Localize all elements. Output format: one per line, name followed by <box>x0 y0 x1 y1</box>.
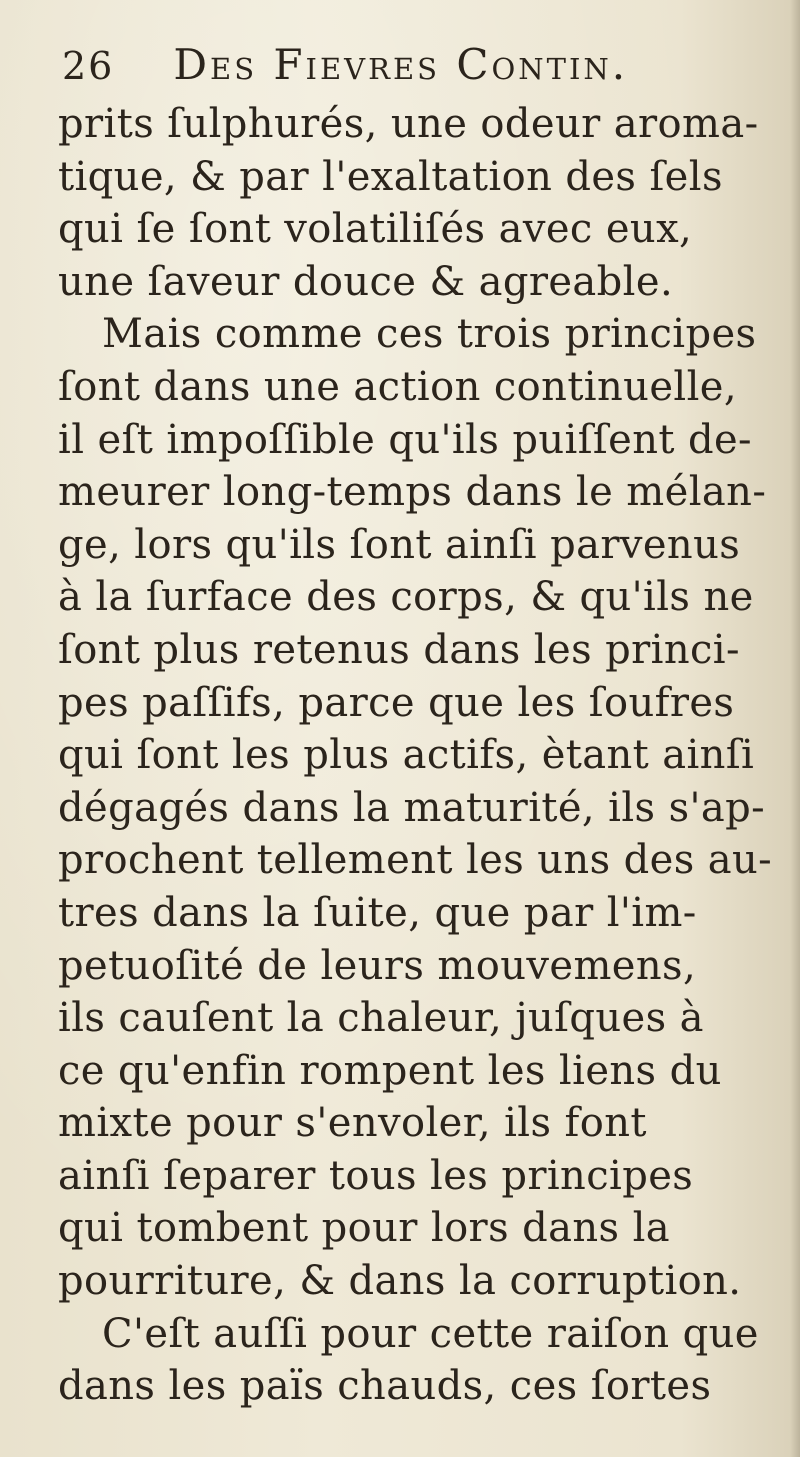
text-line: dégagés dans la maturité, ils s'ap- <box>58 784 766 831</box>
text-line: qui ſont les plus actifs, ètant ainſi <box>58 732 755 779</box>
text-line: tique, & par l'exaltation des ſels <box>58 153 723 200</box>
text-line: pes paſſifs, parce que les ſoufres <box>58 679 735 726</box>
text-line: prochent tellement les uns des au- <box>58 837 773 884</box>
text-line: ils cauſent la chaleur, juſques à <box>58 995 704 1042</box>
text-line: pourriture, & dans la corruption. <box>58 1258 742 1305</box>
text-line: à la ſurface des corps, & qu'ils ne <box>58 574 754 621</box>
paragraph-start-line: Mais comme ces trois principes <box>102 311 757 358</box>
text-line: ſont dans une action continuelle, <box>58 363 737 410</box>
text-line: meurer long-temps dans le mélan- <box>58 469 767 516</box>
running-title: Des Fievres Contin. <box>173 40 629 89</box>
text-line: tres dans la ſuite, que par l'im- <box>58 889 697 936</box>
text-line: il eſt impoſſible qu'ils puiſſent de- <box>58 416 752 463</box>
text-line: ge, lors qu'ils ſont ainſi parvenus <box>58 521 741 568</box>
text-line: une ſaveur douce & agreable. <box>58 258 674 305</box>
text-line: ſont plus retenus dans les princi- <box>58 626 740 673</box>
page-edge-shadow <box>790 0 800 1457</box>
text-line: mixte pour s'envoler, ils font <box>58 1100 647 1147</box>
text-line: qui tombent pour lors dans la <box>58 1205 671 1252</box>
page-number: 26 <box>62 44 115 88</box>
body-text <box>58 98 773 1413</box>
text-line: dans les païs chauds, ces ſortes <box>58 1363 712 1410</box>
text-line: petuoſité de leurs mouvemens, <box>58 942 697 989</box>
running-head <box>62 40 702 100</box>
text-line: qui ſe ſont volatiliſés avec eux, <box>58 206 693 253</box>
text-line: prits ſulphurés, une odeur aroma- <box>58 101 759 147</box>
paragraph-start-line: C'eſt auſſi pour cette raiſon que <box>102 1310 759 1357</box>
text-line: ainſi ſeparer tous les principes <box>58 1152 694 1199</box>
text-line: ce qu'enfin rompent les liens du <box>58 1047 722 1094</box>
